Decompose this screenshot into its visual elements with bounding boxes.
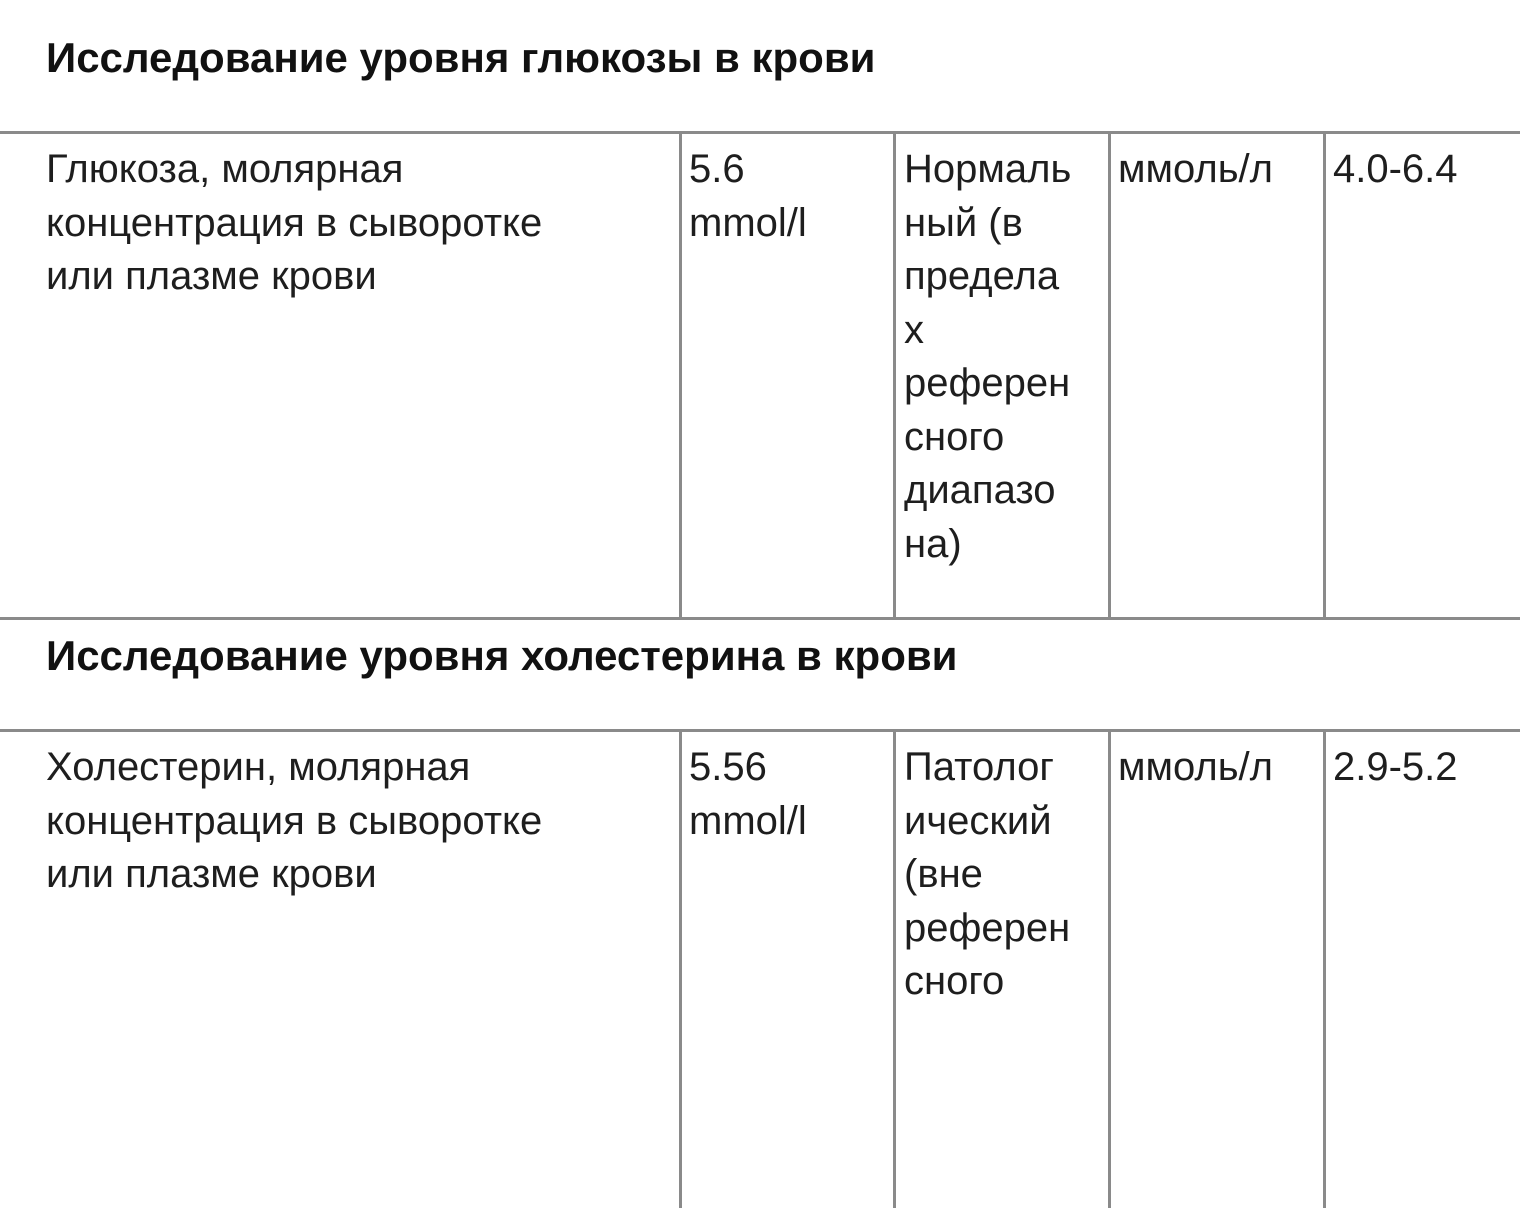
interpretation-line: х <box>904 307 924 352</box>
test-name-line: или плазме крови <box>46 852 377 896</box>
interpretation-line: диапазо <box>904 468 1056 512</box>
result-value-cell <box>689 741 807 848</box>
interpretation-line: на) <box>904 521 962 566</box>
unit-text: ммоль/л <box>1118 745 1273 789</box>
column-divider <box>1323 131 1326 620</box>
section-title-glucose: Исследование уровня глюкозы в крови <box>46 34 876 81</box>
unit-cell <box>1118 741 1273 795</box>
result-unit: mmol/l <box>689 798 807 843</box>
column-divider <box>679 729 682 1208</box>
reference-range-cell <box>1333 143 1458 197</box>
table-divider <box>0 617 1520 620</box>
interpretation-cell <box>904 143 1071 571</box>
unit-cell <box>1118 143 1273 197</box>
column-divider <box>1108 131 1111 620</box>
test-name-line: концентрация в сыворотке <box>46 798 543 843</box>
result-value: 5.56 <box>689 745 767 789</box>
unit-text: ммоль/л <box>1118 147 1273 191</box>
interpretation-line: ический <box>904 798 1052 843</box>
test-name-line: Глюкоза, молярная <box>46 147 404 191</box>
test-name-line: или плазме крови <box>46 254 377 298</box>
column-divider <box>1323 729 1326 1208</box>
interpretation-line: (вне <box>904 852 983 896</box>
reference-range-text: 2.9-5.2 <box>1333 745 1458 789</box>
interpretation-line: ный (в <box>904 200 1023 245</box>
interpretation-line: референ <box>904 361 1071 405</box>
interpretation-line: предела <box>904 254 1060 298</box>
interpretation-line: референ <box>904 905 1071 950</box>
table-divider <box>0 729 1520 732</box>
interpretation-line: сного <box>904 959 1005 1003</box>
column-divider <box>893 729 896 1208</box>
column-divider <box>1108 729 1111 1208</box>
column-divider <box>679 131 682 620</box>
result-value: 5.6 <box>689 147 745 191</box>
test-name-cell <box>46 143 542 304</box>
interpretation-line: сного <box>904 414 1005 459</box>
section-title-cholesterol: Исследование уровня холестерина в крови <box>46 632 958 679</box>
interpretation-cell <box>904 741 1070 1009</box>
interpretation-line: Патолог <box>904 745 1054 789</box>
result-value-cell <box>689 143 807 250</box>
reference-range-text: 4.0-6.4 <box>1333 147 1458 191</box>
reference-range-cell <box>1333 741 1458 795</box>
result-unit: mmol/l <box>689 200 807 245</box>
table-divider <box>0 131 1520 134</box>
test-name-line: концентрация в сыворотке <box>46 200 543 245</box>
test-name-cell <box>46 741 542 902</box>
test-name-line: Холестерин, молярная <box>46 745 471 789</box>
column-divider <box>893 131 896 620</box>
interpretation-line: Нормаль <box>904 147 1072 191</box>
